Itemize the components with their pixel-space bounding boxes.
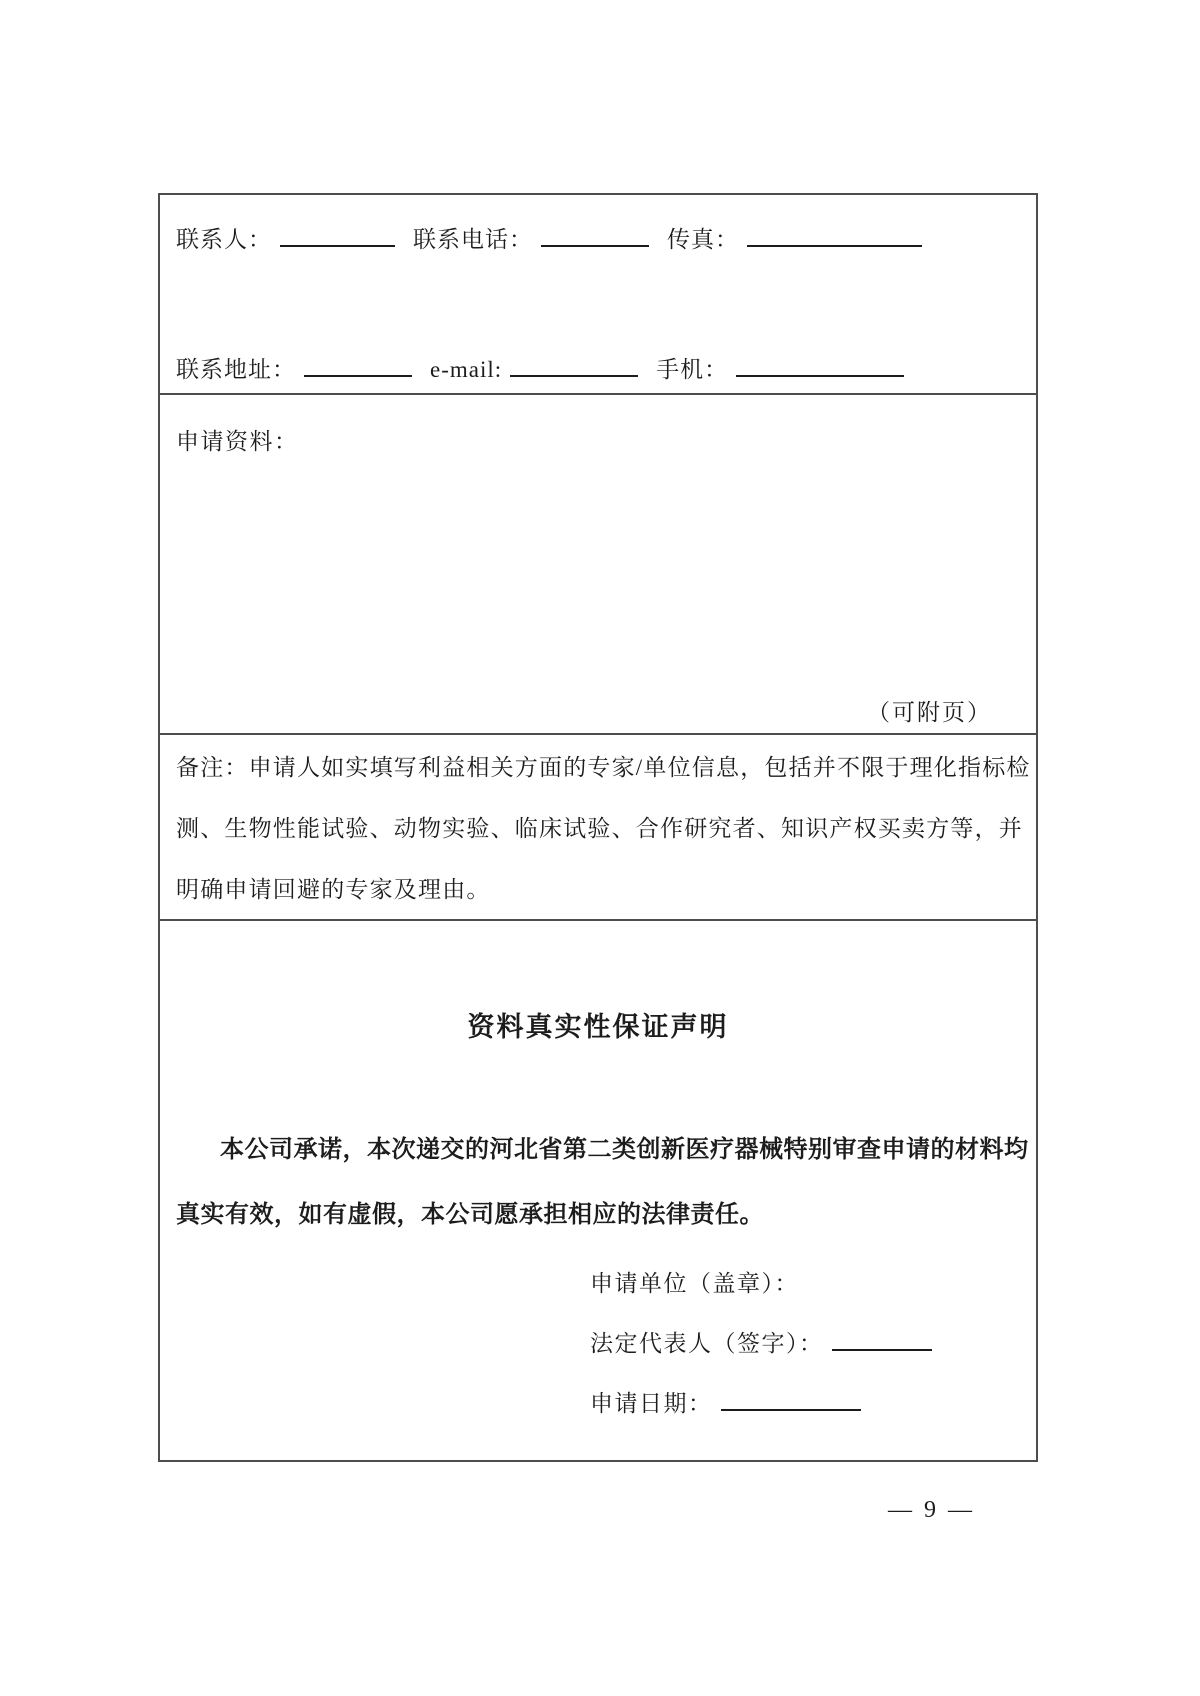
authenticity-declaration-section — [160, 921, 1036, 1460]
remarks-line: 测、生物性能试验、动物实验、临床试验、合作研究者、知识产权买卖方等，并 — [176, 816, 1023, 841]
mobile-label: 手机： — [656, 357, 729, 382]
contact-person-field — [176, 221, 395, 254]
declaration-line: 真实有效，如有虚假，本公司愿承担相应的法律责任。 — [176, 1201, 764, 1228]
contact-address-field — [176, 351, 412, 384]
application-date-label: 申请日期： — [590, 1391, 713, 1416]
applicant-unit-seal-line — [590, 1251, 932, 1311]
fax-field — [667, 221, 922, 254]
email-blank[interactable] — [510, 355, 638, 377]
remarks-line: 备注：申请人如实填写利益相关方面的专家/单位信息，包括并不限于理化指标检 — [176, 755, 1031, 780]
contact-phone-label: 联系电话： — [413, 227, 533, 252]
remarks-line: 明确申请回避的专家及理由。 — [176, 877, 491, 902]
legal-representative-signature-blank[interactable] — [832, 1329, 932, 1351]
mobile-blank[interactable] — [736, 355, 904, 377]
email-label: e-mail: — [430, 357, 503, 382]
application-materials-section — [160, 395, 1036, 735]
contact-phone-blank[interactable] — [541, 225, 649, 247]
contact-phone-field — [413, 221, 649, 254]
declaration-paragraph — [176, 1117, 1029, 1247]
application-materials-label: 申请资料： — [176, 429, 299, 454]
application-date-blank[interactable] — [721, 1389, 861, 1411]
legal-representative-label: 法定代表人（签字）： — [590, 1331, 824, 1356]
legal-representative-line — [590, 1311, 932, 1371]
contact-section — [160, 195, 1036, 395]
remarks-section — [160, 735, 1036, 921]
contact-person-label: 联系人： — [176, 227, 272, 252]
declaration-line: 本公司承诺，本次递交的河北省第二类创新医疗器械特别审查申请的材料均 — [220, 1136, 1029, 1163]
email-field — [430, 355, 638, 383]
contact-line-1 — [176, 221, 1028, 254]
attach-page-note: （可附页） — [867, 700, 992, 725]
application-form-table — [158, 193, 1038, 1462]
declaration-title: 资料真实性保证声明 — [467, 1012, 729, 1042]
mobile-field — [656, 351, 904, 384]
applicant-unit-seal-label: 申请单位（盖章）： — [590, 1271, 799, 1296]
contact-person-blank[interactable] — [280, 225, 395, 247]
fax-blank[interactable] — [747, 225, 922, 247]
contact-line-2 — [176, 351, 1028, 384]
contact-address-label: 联系地址： — [176, 357, 296, 382]
contact-address-blank[interactable] — [304, 355, 412, 377]
fax-label: 传真： — [667, 227, 739, 252]
page-number: — 9 — — [888, 1497, 975, 1523]
application-date-line — [590, 1371, 932, 1431]
signature-block — [590, 1251, 932, 1431]
